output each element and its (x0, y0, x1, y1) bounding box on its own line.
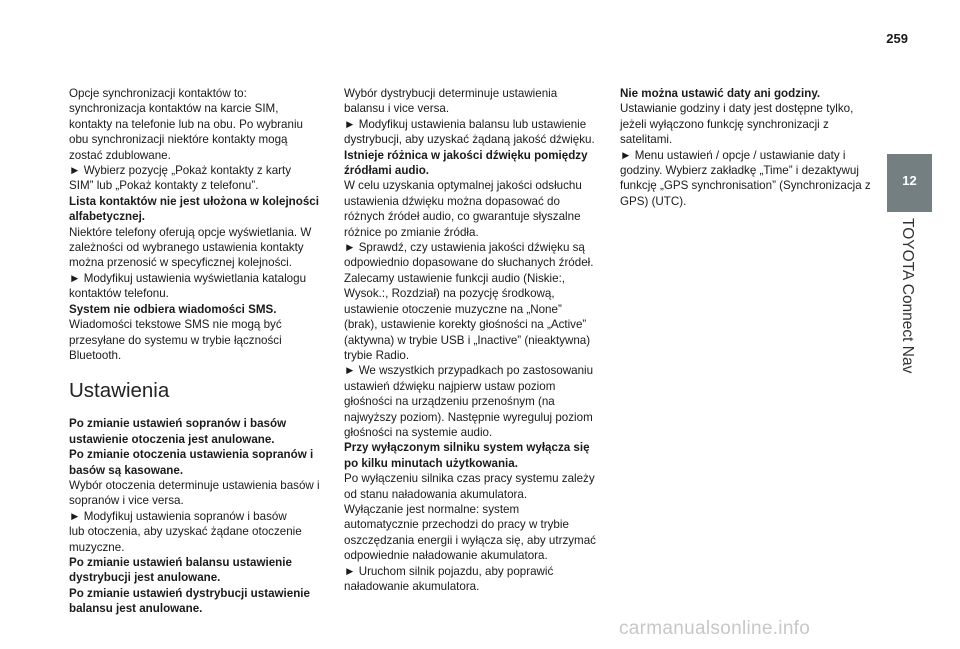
bold-text-line: dystrybucji jest anulowane. (69, 571, 221, 585)
bold-text-line: basów są kasowane. (69, 463, 184, 477)
text-line: ► Uruchom silnik pojazdu, aby poprawić (344, 564, 554, 578)
text-line: głośności na urządzeniu przenośnym (na (344, 395, 555, 409)
bold-text-line: Po zmianie ustawień dystrybucji ustawienie (69, 586, 310, 600)
text-line: ► Modyfikuj ustawienia sopranów i basów (69, 509, 287, 523)
chapter-number: 12 (902, 173, 917, 188)
column-1-intro (69, 86, 331, 363)
text-line: funkcję „GPS synchronisation” (Synchronizacja z (620, 179, 871, 193)
text-line: automatycznie przechodzi do pracy w trybie (344, 518, 569, 532)
text-line: Bluetooth. (69, 348, 122, 362)
text-line: SIM” lub „Pokaż kontakty z telefonu”. (69, 179, 259, 193)
text-line: Niektóre telefony oferują opcje wyświetlania. W (69, 225, 312, 239)
text-line: naładowanie akumulatora. (344, 580, 480, 593)
text-line: balansu i vice versa. (344, 102, 450, 116)
bold-text-line: alfabetycznej. (69, 210, 146, 224)
text-line: GPS) (UTC). (620, 194, 687, 208)
text-line: Wyłączanie jest normalne: system (344, 502, 520, 516)
column-1-settings (69, 416, 331, 616)
text-line: można przenosić w specyficznej kolejności. (69, 256, 292, 270)
text-line: ► Modyfikuj ustawienia wyświetlania katalogu (69, 271, 307, 285)
chapter-label: TOYOTA Connect Nav (899, 218, 916, 374)
text-line: jeżeli wyłączono funkcję synchronizacji z (620, 117, 829, 131)
text-line: ustawienie otoczenie muzyczne na „None” (344, 302, 562, 316)
text-line: ► Sprawdź, czy ustawienia jakości dźwięku są (344, 241, 585, 255)
text-line: W celu uzyskania optymalnej jakości odsłuchu (344, 179, 582, 193)
text-line: sopranów i vice versa. (69, 494, 184, 508)
text-line: zostać zdublowane. (69, 148, 171, 162)
section-title: Ustawienia (69, 379, 170, 403)
page-number: 259 (886, 31, 908, 46)
bold-text-line: Lista kontaktów nie jest ułożona w kolejności (69, 194, 319, 208)
text-line: ► Wybierz pozycję „Pokaż kontakty z karty (69, 164, 292, 178)
text-line: odpowiednie naładowanie akumulatora. (344, 549, 548, 563)
column-3 (620, 86, 882, 209)
text-line: różnice po zmianie źródła. (344, 225, 479, 239)
text-line: ► Menu ustawień / opcje / ustawianie daty i (620, 148, 846, 162)
text-line: satelitami. (620, 133, 673, 147)
text-line: Wysok.:, Rozdział) na pozycję środkową, (344, 287, 555, 301)
bold-text-line: Przy wyłączonym silniku system wyłącza się (344, 441, 590, 455)
bold-text-line: balansu jest anulowane. (69, 602, 203, 616)
bold-text-line: System nie odbiera wiadomości SMS. (69, 302, 277, 316)
text-line: godziny. Wybierz zakładkę „Time” i dezaktywuj (620, 164, 859, 178)
text-line: lub otoczenia, aby uzyskać żądane otoczenie (69, 525, 302, 539)
text-line: muzyczne. (69, 540, 125, 554)
text-line: trybie Radio. (344, 348, 410, 362)
bold-text-line: źródłami audio. (344, 164, 430, 178)
bold-text-line: Po zmianie ustawień balansu ustawienie (69, 555, 292, 569)
watermark: carmanualsonline.info (619, 618, 811, 639)
column-1 (69, 86, 331, 617)
bold-text-line: Nie można ustawić daty ani godziny. (620, 87, 821, 100)
text-line: Ustawianie godziny i daty jest dostępne tylko, (620, 102, 854, 116)
text-line: ► We wszystkich przypadkach po zastosowaniu (344, 364, 594, 378)
text-line: zależności od wybranego ustawienia kontakty (69, 241, 304, 255)
text-line: (brak), ustawienie korekty głośności na „Active” (344, 318, 587, 332)
text-line: Zalecamy ustawienie funkcji audio (Niskie:, (344, 271, 566, 285)
text-line: dystrybucji, aby uzyskać żądaną jakość dźwięku. (344, 133, 595, 147)
text-line: różnych źródeł audio, co gwarantuje słyszalne (344, 210, 581, 224)
text-line: oszczędzania energii i wyłącza się, aby utrzymać (344, 533, 596, 547)
text-line: Wybór otoczenia determinuje ustawienia basów i (69, 478, 320, 492)
text-line: ustawienia dźwięku można dopasować do (344, 194, 560, 208)
text-line: ustawień dźwięku najpierw ustaw poziom (344, 379, 556, 393)
text-line: odpowiednio dopasowane do słuchanych źródeł. (344, 256, 594, 270)
text-line: głośności na systemie audio. (344, 425, 493, 439)
text-line: (aktywna) w trybie USB i „Inactive” (nieaktywna) (344, 333, 591, 347)
text-line: Opcje synchronizacji kontaktów to: (69, 87, 247, 100)
text-line: kontaktów telefonu. (69, 287, 169, 301)
text-line: kontakty na telefonie lub na obu. Po wybraniu (69, 117, 303, 131)
text-line: Wybór dystrybucji determinuje ustawienia (344, 87, 558, 100)
column-2 (344, 86, 606, 594)
bold-text-line: po kilku minutach użytkowania. (344, 456, 518, 470)
text-line: Wiadomości tekstowe SMS nie mogą być (69, 318, 282, 332)
bold-text-line: Istnieje różnica w jakości dźwięku pomiędzy (344, 148, 588, 162)
bold-text-line: ustawienie otoczenia jest anulowane. (69, 432, 275, 446)
bold-text-line: Po zmianie ustawień sopranów i basów (69, 417, 287, 431)
text-line: Po wyłączeniu silnika czas pracy systemu zależy (344, 472, 595, 486)
text-line: synchronizacja kontaktów na karcie SIM, (69, 102, 279, 116)
text-line: ► Modyfikuj ustawienia balansu lub ustawienie (344, 117, 587, 131)
text-line: najwyższy poziom). Następnie wyreguluj poziom (344, 410, 593, 424)
text-line: od stanu naładowania akumulatora. (344, 487, 528, 501)
text-line: przesyłane do systemu w trybie łączności (69, 333, 282, 347)
bold-text-line: Po zmianie otoczenia ustawienia sopranów i (69, 448, 314, 462)
text-line: obu synchronizacji niektóre kontakty mogą (69, 133, 288, 147)
